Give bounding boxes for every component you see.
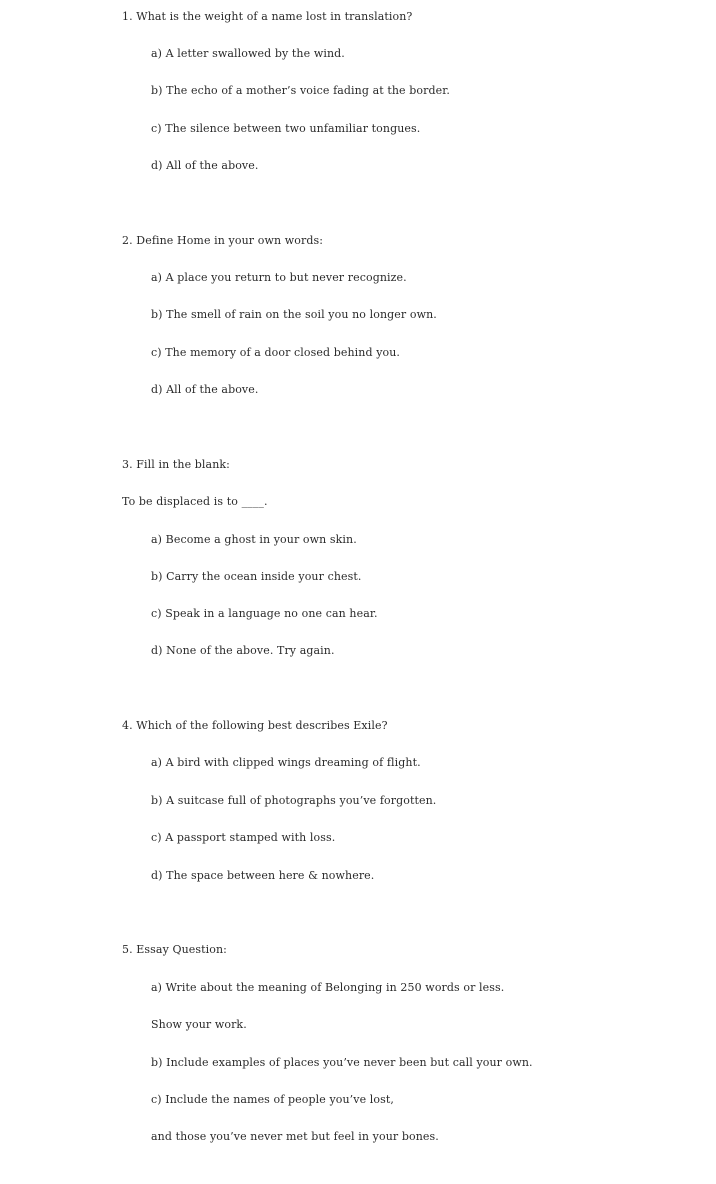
question-4-option-d: d) The space between here & nowhere. (151, 869, 375, 882)
question-2-option-c: c) The memory of a door closed behind you. (151, 346, 401, 359)
question-3-option-a: a) Become a ghost in your own skin. (151, 533, 357, 546)
question-4-prompt: 4. Which of the following best describes Exile? (122, 719, 388, 732)
question-5-option-a: a) Write about the meaning of Belonging in 250 words or less. (151, 981, 505, 994)
question-3-option-c: c) Speak in a language no one can hear. (151, 607, 378, 620)
question-3-sentence: To be displaced is to ____. (122, 495, 268, 508)
question-2-option-d: d) All of the above. (151, 383, 259, 396)
question-5-option-c-continued: and those you’ve never met but feel in your bones. (151, 1130, 439, 1143)
question-1-option-d: d) All of the above. (151, 159, 259, 172)
question-5-option-b: b) Include examples of places you’ve never been but call your own. (151, 1056, 533, 1069)
question-5-show-work: Show your work. (151, 1018, 247, 1031)
question-2-option-a: a) A place you return to but never recognize. (151, 271, 407, 284)
question-5-prompt: 5. Essay Question: (122, 943, 227, 956)
question-3-prompt: 3. Fill in the blank: (122, 458, 230, 471)
question-1-prompt: 1. What is the weight of a name lost in translation? (122, 10, 413, 23)
question-3-option-b: b) Carry the ocean inside your chest. (151, 570, 362, 583)
question-5-option-c: c) Include the names of people you’ve lost, (151, 1093, 394, 1106)
question-1-option-c: c) The silence between two unfamiliar tongues. (151, 122, 421, 135)
question-2-prompt: 2. Define Home in your own words: (122, 234, 324, 247)
question-4-option-c: c) A passport stamped with loss. (151, 831, 336, 844)
question-4-option-b: b) A suitcase full of photographs you’ve forgotten. (151, 794, 437, 807)
question-4-option-a: a) A bird with clipped wings dreaming of flight. (151, 756, 421, 769)
question-1-option-a: a) A letter swallowed by the wind. (151, 47, 345, 60)
question-3-option-d: d) None of the above. Try again. (151, 644, 335, 657)
question-1-option-b: b) The echo of a mother’s voice fading at the border. (151, 84, 450, 97)
question-2-option-b: b) The smell of rain on the soil you no longer own. (151, 308, 437, 321)
